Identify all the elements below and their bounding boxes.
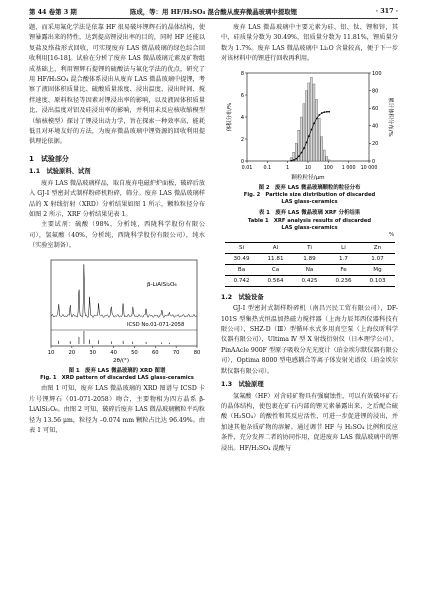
intro-paragraph: 题，而采用氟化学法是依靠 HF 很易破坏锂辉石的晶体结构，使锂暴露出来的特性，达到提高锂浸出率的目的，同时 HF 还能以复盐及络盐形式回收，可实现废弃 LAS 微晶玻璃的绿色综合回收利用[16-18]。试验在分析了废弃 LAS 微晶玻璃元素及矿物组成基础上，利用锂辉石提锂的硫酸法与氟化学法的优点，研究了用 HF/H₂SO₄ 混合酸体系浸出从废弃 LAS 微晶玻璃中提锂，考察了液固体积质量比、硫酸质量浓度、浸出温度、浸出时间、搅拌速度、原料粒径等因素对锂浸出率的影响，以及液固体积质量比、浸出温度对铝及硅浸出率的影响，并利用未反应核收缩模型（缩核模型）探讨了锂浸出动力学，旨在探索一种效率高、能耗低且对环境友好的方法，为废弃微晶玻璃中锂资源的回收利用提供理论依据。 [29, 24, 205, 146]
table-cell: 1.7 [327, 253, 361, 264]
table-cell: 0.103 [361, 275, 395, 286]
y-left-tick-label: 6 [240, 92, 244, 99]
table-cell: 11.81 [259, 253, 293, 264]
table-cell: 1.89 [293, 253, 327, 264]
phase-label: β-LiAlSi₂O₆ [147, 281, 177, 288]
table-cell: Na [293, 264, 327, 275]
volume-bar [305, 90, 307, 160]
table-header-row [225, 242, 395, 253]
figure-2-caption-en-1: Fig. 2 Particle size distribution of discarded [243, 192, 376, 199]
x-tick-label: 30 [89, 349, 97, 356]
table-cell: Al [259, 242, 293, 253]
running-header [29, 7, 398, 19]
table-cell: Si [225, 242, 259, 253]
reagents-paragraph: 主要试剂：硫酸（98%，分析纯，西陇科学股份有限公司），氢氟酸（40%，分析纯，西陇科学股份有限公司），纯水（实验室制备）。 [29, 221, 205, 250]
volume-distribution-bars [290, 77, 330, 161]
table-cell: Mg [361, 264, 395, 275]
table-header-row [225, 264, 395, 275]
y-right-tick-label: 40 [372, 123, 379, 130]
y-right-tick-label: 20 [372, 140, 379, 147]
xrf-table [225, 242, 395, 287]
volume-bar [303, 103, 305, 160]
x-tick-label: 1 000 [341, 165, 356, 171]
page-number: · 317 · [375, 7, 398, 15]
table-cell: 30.49 [225, 253, 259, 264]
volume-bar [323, 150, 325, 161]
volume-bar [321, 136, 323, 160]
particle-size-chart [221, 69, 398, 181]
card-label: ICSD No.01-071-2058 [127, 321, 185, 328]
x-tick-label: 10 [47, 349, 55, 356]
psd-left-axis-label: 体积分布/% [227, 102, 233, 131]
figure-2-caption: 图 2 废弃 LAS 微晶玻璃颗粒的粒径分布 [258, 185, 361, 192]
y-right-tick-label: 0 [372, 158, 376, 165]
x-tick-label: 100 [323, 165, 333, 171]
table-cell: Ca [259, 264, 293, 275]
volume-bar [316, 99, 318, 161]
results-paragraph: 由图 1 可知，废弃 LAS 微晶玻璃的 XRD 图谱与 ICSD 卡片号锂辉石（01-071-2058）吻合，主要物相为四方晶系 β-LiAlSi₂O₆。由图 2 可知，破碎后废弃 LAS 微晶玻璃颗粒平均粒径为 13.56 μm，粒径为 –0.074 mm 颗粒占比达 96.49%。由表 1 可知， [29, 385, 205, 434]
x-tick-label: 70 [172, 349, 180, 356]
volume-bar [310, 77, 312, 161]
y-left-tick-label: 4 [240, 114, 244, 121]
y-right-tick-label: 60 [372, 105, 379, 112]
figure-1-caption: 图 1 废弃 LAS 微晶玻璃的 XRD 图谱 [68, 367, 166, 374]
subsection-heading-materials: 1.1 试验原料、试剂 [29, 168, 91, 176]
xrd-pattern-line [51, 264, 197, 317]
psd-right-axis-label: 累计体积分布/% [387, 96, 393, 137]
y-left-tick-label: 2 [240, 136, 244, 143]
right-column [221, 23, 398, 454]
equipment-paragraph: GJ-Ⅰ 型密封式制样粉碎机（南昌兴民工贸有限公司），DF-101S 型集热式恒温加热磁力搅拌器（上海力辰邦西仪器科技有限公司），SHZ-D（Ⅲ）型循环水式多用真空泵（上海仪昕科学仪器有限公司），Ultima Ⅳ 型 X 射线衍射仪（日本理学公司），PinAAcle 900F 型原子吸收分光光度计（珀金埃尔默仪器有限公司），Optima 8000 型电感耦合等离子体发射光谱仪（珀金埃尔默仪器有限公司）。 [221, 305, 398, 375]
composition-paragraph: 废弃 LAS 微晶玻璃中主要元素为硅、铝、钛、锂和锌，其中，硅质量分数为 30.49%，铝质量分数为 11.81%，锂质量分数为 1.7%。废弃 LAS 微晶玻璃中 Li₂O 含量较高，便于下一步对该材料中的锂进行回收再利用。 [221, 24, 398, 63]
volume-bar [300, 117, 302, 161]
figure-2 [221, 69, 398, 207]
table-cell: 0.742 [225, 275, 259, 286]
y-left-tick-label: 0 [240, 158, 244, 165]
table-row [225, 253, 395, 264]
x-tick-label: 0.01 [241, 165, 253, 171]
x-tick-label: 10 [304, 165, 312, 171]
principle-paragraph: 氢氟酸（HF）对含硅矿物具有强腐蚀性，可以有效破坏矿石的晶体结构，使包裹在矿石内部的锂元素暴露出来，之后配合硫酸（H₂SO₄）的酸性和其反应活性，可进一步促进锂的浸出，并加速其他杂质矿物的溶解。通过调节 HF 与 H₂SO₄ 比例和反应条件，充分发挥二者的协同作用，促进废弃 LAS 微晶玻璃中的锂浸出。HF/H₂SO₄ 混酸与 [221, 392, 398, 452]
psd-x-axis-label: 颗粒粒径/μm [291, 174, 325, 181]
table-1-caption: 表 1 废弃 LAS 微晶玻璃 XRF 分析结果 [258, 210, 361, 217]
x-tick-label: 50 [131, 349, 138, 356]
materials-paragraph: 废弃 LAS 微晶玻璃样品，取自废弃电磁炉炉面板，破碎后放入 GJ-Ⅰ 型密封式制样粉碎机粉碎，筛分。废弃 LAS 微晶玻璃样品的 X 射线衍射（XRD）分析结果如图 1 所示，颗粒粒径分布如图 2 所示，XRF 分析结果见表 1。 [29, 179, 206, 218]
x-tick-label: 0.1 [263, 165, 272, 171]
section-heading-experimental: 1 试验部分 [29, 154, 69, 163]
x-tick-label: 1 [286, 165, 290, 171]
x-tick-label: 60 [151, 349, 159, 356]
figure-2-caption-en-2: LAS glass-ceramics [281, 199, 338, 206]
volume-bar [326, 156, 328, 160]
table-1-caption-en-1: Table 1 XRF analysis results of discarded [247, 217, 372, 224]
xrd-x-axis-label: 2θ/(°) [112, 357, 130, 364]
table-cell: 0.564 [259, 275, 293, 286]
table-cell: Li [327, 242, 361, 253]
subsection-heading-equipment: 1.2 试验设备 [221, 293, 264, 301]
xrd-chart [29, 256, 205, 364]
figure-1 [29, 256, 205, 383]
volume-bar [318, 118, 320, 161]
table-cell: 0.236 [327, 275, 361, 286]
table-row [225, 275, 395, 286]
left-column [29, 23, 205, 436]
table-1 [221, 210, 398, 286]
x-tick-label: 20 [68, 349, 76, 356]
volume-bar [308, 83, 310, 161]
table-cell: Ti [293, 242, 327, 253]
y-right-tick-label: 100 [372, 70, 382, 77]
volume-bar [328, 160, 330, 161]
table-cell: 1.07 [361, 253, 395, 264]
table-cell: Fe [327, 264, 361, 275]
x-tick-label: 80 [193, 349, 201, 356]
table-1-caption-en-2: LAS glass-ceramics [281, 224, 338, 231]
table-cell: Ba [225, 264, 259, 275]
table-cell: Zn [361, 242, 395, 253]
table-1-unit: % [388, 231, 394, 238]
table-cell: 0.425 [293, 275, 327, 286]
xrd-x-ticks [48, 346, 201, 356]
running-title: 陈成，等：用 HF/H₂SO₄ 混合酸从废弃微晶玻璃中提取锂 [130, 8, 297, 16]
subsection-heading-principle: 1.3 试验原理 [221, 381, 264, 389]
x-tick-label: 40 [110, 349, 117, 356]
reference-card-lines [59, 331, 170, 344]
figure-1-caption-en: Fig. 1 XRD pattern of discarded LAS glass-ceramics [40, 375, 194, 382]
y-right-tick-label: 80 [372, 88, 379, 95]
x-tick-label: 10 000 [360, 165, 378, 171]
issue-label: 第 44 卷第 3 期 [29, 8, 77, 16]
y-left-tick-label: 8 [240, 70, 244, 77]
